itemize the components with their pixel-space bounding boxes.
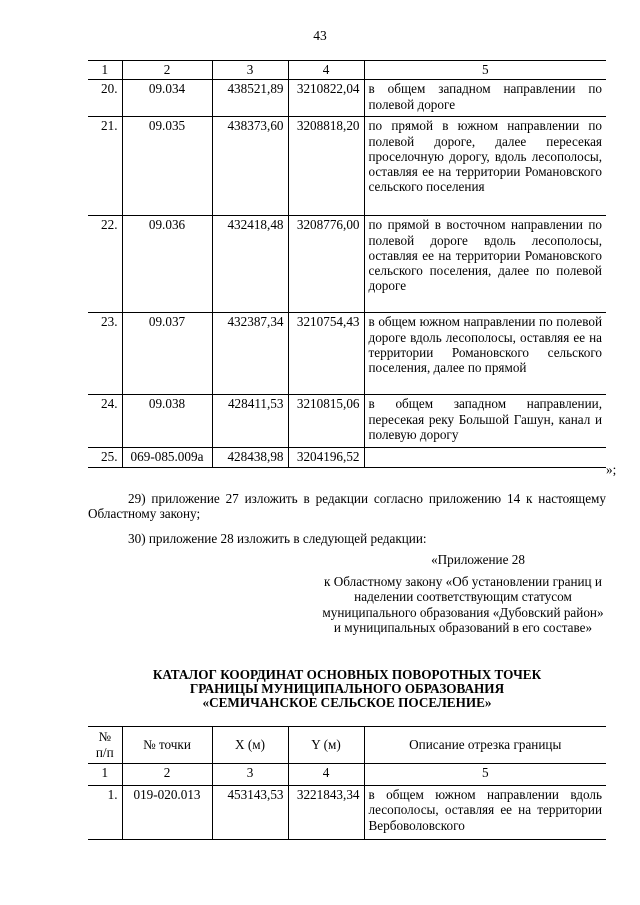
y-coordinate: 3204196,52 [288,448,364,468]
catalog-heading [88,668,606,710]
segment-description: по прямой в восточном направлении по полевой дороге вдоль лесополосы, оставляя ее на территории Романовского сельского поселения, далее по полевой дороге [364,216,606,313]
col-header: Описание отрезка границы [364,727,606,764]
x-coordinate: 428411,53 [212,395,288,448]
row-index: 1. [88,786,122,840]
col-header: № п/п [88,727,122,764]
table-header [88,727,606,764]
x-coordinate: 432418,48 [212,216,288,313]
x-coordinate: 438521,89 [212,80,288,117]
col-number: 1 [88,61,122,80]
row-index: 22. [88,216,122,313]
col-number: 4 [288,764,364,786]
paragraph-30: 30) приложение 28 изложить в следующей редакции: [128,531,427,546]
coordinates-table-continued [88,60,606,468]
point-id: 019-020.013 [122,786,212,840]
table-header-numbers [88,764,606,786]
row-index: 24. [88,395,122,448]
row-index: 21. [88,117,122,216]
point-id: 09.035 [122,117,212,216]
coordinates-table-semichanskoe [88,726,606,840]
col-header: X (м) [212,727,288,764]
col-number: 5 [364,61,606,80]
table-row [88,395,606,448]
col-number: 3 [212,61,288,80]
col-number: 3 [212,764,288,786]
catalog-heading-line: «СЕМИЧАНСКОЕ СЕЛЬСКОЕ ПОСЕЛЕНИЕ» [202,695,492,710]
table-header-numbers [88,61,606,80]
col-number: 2 [122,764,212,786]
segment-description: в общем западном направлении, пересекая реку Большой Гашун, канал и полевую дорогу [364,395,606,448]
col-number: 4 [288,61,364,80]
closing-quote: »; [606,462,617,477]
table-row [88,117,606,216]
x-coordinate: 453143,53 [212,786,288,840]
y-coordinate: 3208776,00 [288,216,364,313]
y-coordinate: 3210822,04 [288,80,364,117]
row-index: 25. [88,448,122,468]
catalog-heading-line: КАТАЛОГ КООРДИНАТ ОСНОВНЫХ ПОВОРОТНЫХ ТОЧЕК [152,667,542,682]
table-row [88,786,606,840]
col-header: № точки [122,727,212,764]
col-header: Y (м) [288,727,364,764]
table-row [88,216,606,313]
y-coordinate: 3221843,34 [288,786,364,840]
segment-description [364,448,606,468]
segment-description: в общем южном направлении по полевой дороге вдоль лесополосы, оставляя ее на территории Романовского сельского поселения, далее по прямой [364,313,606,395]
x-coordinate: 438373,60 [212,117,288,216]
appendix-description: к Областному закону «Об установлении границ и наделении соответствующим статусом муниципального образования «Дубовский район» и муниципальных образований в его составе» [322,574,604,635]
point-id: 09.036 [122,216,212,313]
segment-description: по прямой в южном направлении по полевой дороге, далее пересекая проселочную дорогу, вдоль лесополосы, оставляя ее на территории Романовского сельского поселения [364,117,606,216]
segment-description: в общем западном направлении по полевой дороге [364,80,606,117]
appendix-title: «Приложение 28 [431,552,525,567]
col-number: 1 [88,764,122,786]
col-number: 5 [364,764,606,786]
table-row [88,448,606,468]
catalog-heading-line: ГРАНИЦЫ МУНИЦИПАЛЬНОГО ОБРАЗОВАНИЯ [189,681,505,696]
row-index: 20. [88,80,122,117]
col-number: 2 [122,61,212,80]
point-id: 09.034 [122,80,212,117]
x-coordinate: 432387,34 [212,313,288,395]
point-id: 069-085.009а [122,448,212,468]
table-row [88,313,606,395]
x-coordinate: 428438,98 [212,448,288,468]
y-coordinate: 3210815,06 [288,395,364,448]
y-coordinate: 3210754,43 [288,313,364,395]
segment-description: в общем южном направлении вдоль лесополосы, оставляя ее на территории Вербоволовского [364,786,606,840]
table-row [88,80,606,117]
y-coordinate: 3208818,20 [288,117,364,216]
paragraph-29: 29) приложение 27 изложить в редакции согласно приложению 14 к настоящему Областному закону; [88,491,606,522]
row-index: 23. [88,313,122,395]
point-id: 09.037 [122,313,212,395]
point-id: 09.038 [122,395,212,448]
page-number: 43 [313,28,327,43]
